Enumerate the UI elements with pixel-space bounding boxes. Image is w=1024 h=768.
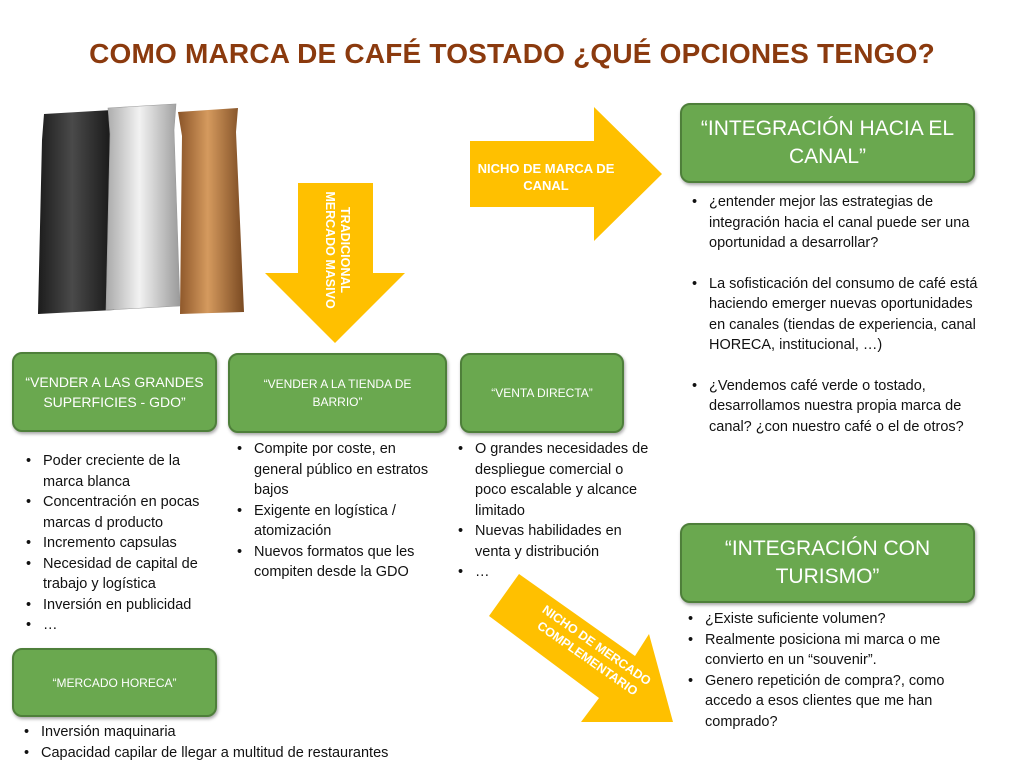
box-integracion-turismo-label: “INTEGRACIÓN CON TURISMO”: [724, 537, 931, 588]
box-vender-tienda-barrio: [228, 353, 447, 433]
coffee-bags-image: [30, 100, 270, 320]
barrio-bullet-list: [234, 439, 434, 583]
list-item: • …: [455, 562, 655, 583]
list-item: • ¿Existe suficiente volumen?: [685, 609, 975, 630]
list-item: • Incremento capsulas: [23, 533, 223, 554]
list-item: • Capacidad capilar de llegar a multitud de restaurantes: [21, 743, 451, 764]
directa-bullet-list: [455, 439, 655, 583]
list-item: • La sofisticación del consumo de café está haciendo emerger nuevas oportunidades en canales (tiendas de experiencia, canal HORECA, institucional, …): [689, 274, 979, 356]
box-mercado-horeca: [12, 648, 217, 717]
slide-title: COMO MARCA DE CAFÉ TOSTADO ¿QUÉ OPCIONES TENGO?: [89, 38, 935, 69]
list-item: • ¿Vendemos café verde o tostado, desarrollamos nuestra propia marca de canal? ¿con nuestro café o el de otros?: [689, 376, 979, 438]
list-item: • Inversión en publicidad: [23, 595, 223, 616]
box-integracion-canal-label: “INTEGRACIÓN HACIA EL CANAL”: [700, 117, 955, 168]
list-item: • Realmente posiciona mi marca o me convierto en un “souvenir”.: [685, 630, 975, 671]
list-item: • Poder creciente de la marca blanca: [23, 451, 223, 492]
right-arrow-label: NICHO DE MARCA DE CANAL: [477, 161, 615, 193]
box-integracion-canal: [680, 103, 975, 183]
box-venta-directa: [460, 353, 624, 433]
box-vender-tienda-barrio-label: “VENDER A LA TIENDA DE BARRIO”: [263, 377, 412, 409]
box-mercado-horeca-label: “MERCADO HORECA”: [52, 675, 177, 690]
turismo-bullet-list: [685, 609, 975, 732]
box-venta-directa-label: “VENTA DIRECTA”: [491, 386, 593, 400]
list-item: • Nuevos formatos que les compiten desde la GDO: [234, 542, 434, 583]
horeca-bullet-list: [21, 722, 451, 763]
list-item: • Nuevas habilidades en venta y distribución: [455, 521, 655, 562]
list-item: • …: [23, 615, 223, 636]
list-item: • O grandes necesidades de despliegue comercial o poco escalable y alcance limitado: [455, 439, 655, 521]
box-vender-gdo: [12, 352, 217, 432]
list-item: • Genero repetición de compra?, como accedo a esos clientes que me han comprado?: [685, 671, 975, 733]
list-item: • Inversión maquinaria: [21, 722, 451, 743]
down-arrow-label: TRADICIONAL MERCADO MASIVO: [323, 191, 352, 309]
box-vender-gdo-label: “VENDER A LAS GRANDES SUPERFICIES - GDO”: [25, 374, 204, 410]
canal-bullet-list: [689, 192, 979, 437]
list-item: • Concentración en pocas marcas d producto: [23, 492, 223, 533]
diagonal-arrow-label: NICHO DE MERCADO COMPLEMENTARIO: [534, 602, 654, 699]
box-integracion-turismo: [680, 523, 975, 603]
list-item: • Necesidad de capital de trabajo y logística: [23, 554, 223, 595]
list-item: • Exigente en logística / atomización: [234, 501, 434, 542]
list-item: • ¿entender mejor las estrategias de integración hacia el canal puede ser una oportunidad a desarrollar?: [689, 192, 979, 254]
gdo-bullet-list: [23, 451, 223, 636]
list-item: • Compite por coste, en general público en estratos bajos: [234, 439, 434, 501]
